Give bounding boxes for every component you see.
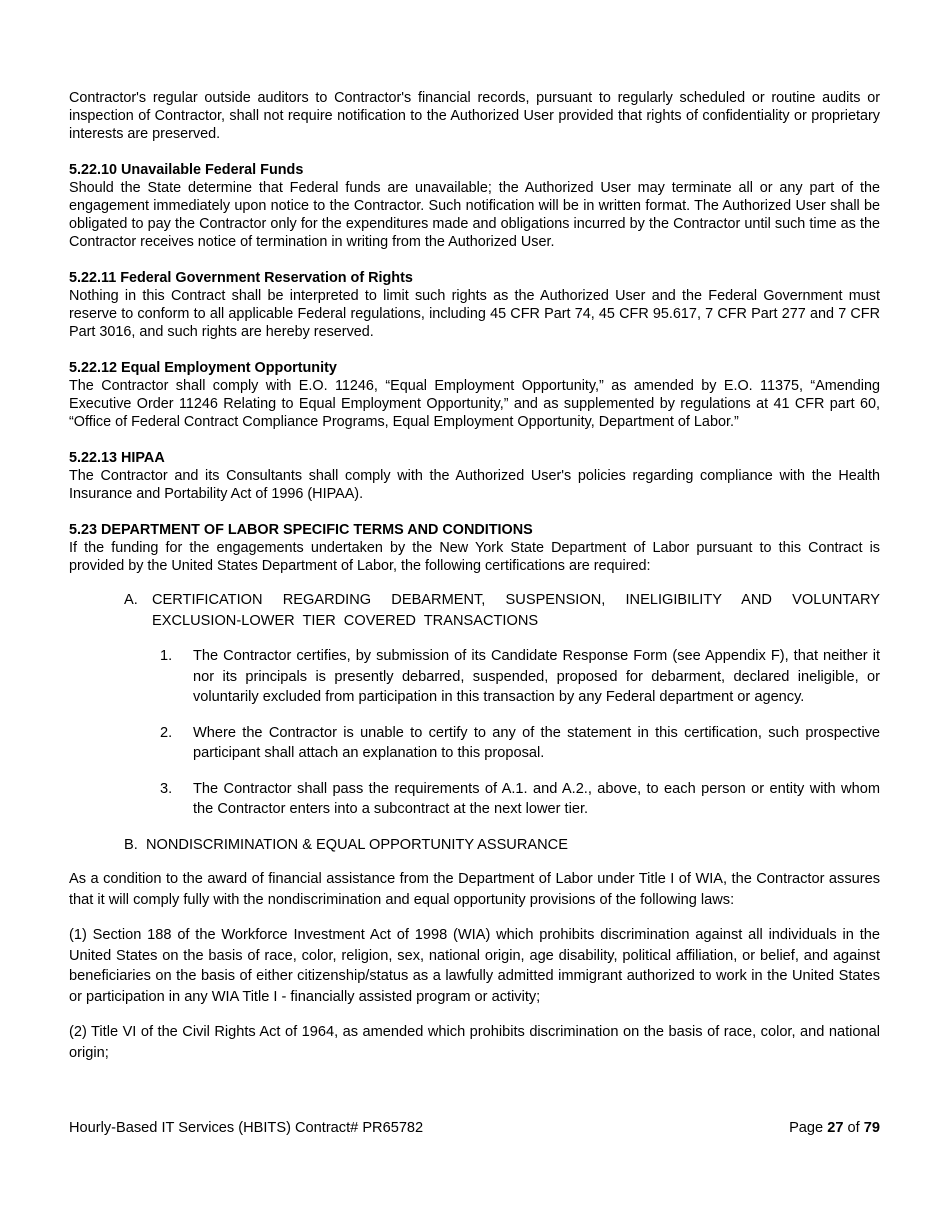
closing-paragraph: (2) Title VI of the Civil Rights Act of 1964, as amended which prohibits discrimination on the basis of race, color, and national origin;	[69, 1024, 880, 1061]
page-total: 79	[863, 1120, 880, 1136]
list-marker: 2.	[160, 724, 173, 741]
section-5-22-12	[69, 359, 880, 431]
page-number	[789, 1118, 880, 1138]
section-heading: 5.22.11 Federal Government Reservation of Rights	[69, 270, 413, 286]
list-item-text: The Contractor certifies, by submission of its Candidate Response Form (see Appendix F), that neither it nor its principals is presently debarred, suspended, proposed for debarment, declared ineligible, or voluntarily excluded from participation in this transaction by any Federal department or agency.	[193, 648, 880, 705]
page-label: Page	[789, 1120, 824, 1136]
section-5-22-10	[69, 161, 880, 251]
list-marker: B.	[124, 836, 138, 853]
closing-paragraph: (1) Section 188 of the Workforce Investment Act of 1998 (WIA) which prohibits discrimination against all individuals in the United States on the basis of race, color, religion, sex, national origin, age disability, political affiliation, or belief, and against beneficiaries on the basis of either citizenship/status as a lawfully admitted immigrant authorized to work in the United States or participation in any WIA Title I - financially assisted program or activity;	[69, 927, 880, 1005]
list-item-text: The Contractor shall pass the requirements of A.1. and A.2., above, to each person or entity with whom the Contractor enters into a subcontract at the next lower tier.	[193, 780, 880, 817]
certification-list	[69, 590, 880, 855]
section-body: The Contractor and its Consultants shall comply with the Authorized User's policies regarding compliance with the Health Insurance and Portability Act of 1996 (HIPAA).	[69, 468, 880, 502]
intro-paragraph: Contractor's regular outside auditors to Contractor's financial records, pursuant to regularly scheduled or routine audits or inspection of Contractor, shall not require notification to the Authorized User provided that rights of confidentiality or proprietary interests are preserved.	[69, 90, 880, 142]
page-current: 27	[827, 1120, 844, 1136]
list-item-text: CERTIFICATION REGARDING DEBARMENT, SUSPENSION, INELIGIBILITY AND VOLUNTARY EXCLUSION-LOWER TIER COVERED TRANSACTIONS	[152, 592, 880, 629]
list-item-b	[124, 835, 880, 856]
numbered-item-2	[160, 723, 880, 764]
list-item-text: NONDISCRIMINATION & EQUAL OPPORTUNITY ASSURANCE	[146, 836, 568, 853]
list-item-text: Where the Contractor is unable to certify to any of the statement in this certification, such prospective participant shall attach an explanation to this proposal.	[193, 724, 880, 761]
document-page	[69, 89, 880, 1063]
numbered-item-3	[160, 779, 880, 820]
section-heading: 5.22.13 HIPAA	[69, 450, 165, 466]
section-heading: 5.22.12 Equal Employment Opportunity	[69, 360, 337, 376]
section-body: The Contractor shall comply with E.O. 11246, “Equal Employment Opportunity,” as amended by E.O. 11375, “Amending Executive Order 11246 Relating to Equal Employment Opportunity,” and as supplemented by regulations at 41 CFR part 60, “Office of Federal Contract Compliance Programs, Equal Employment Opportunity, Department of Labor.”	[69, 378, 880, 430]
list-marker: A.	[124, 592, 138, 608]
list-marker: 3.	[160, 780, 173, 797]
footer-contract-title: Hourly-Based IT Services (HBITS) Contract# PR65782	[69, 1120, 424, 1136]
section-body: Nothing in this Contract shall be interpreted to limit such rights as the Authorized User and the Federal Government must reserve to conform to all applicable Federal regulations, including 45 CFR Part 74, 45 CFR 95.617, 7 CFR Part 277 and 7 CFR Part 3016, and such rights are hereby reserved.	[69, 288, 880, 340]
list-item-a	[124, 590, 880, 631]
section-heading: 5.23 DEPARTMENT OF LABOR SPECIFIC TERMS AND CONDITIONS	[69, 522, 533, 538]
section-5-23	[69, 521, 880, 575]
closing-paragraph: As a condition to the award of financial assistance from the Department of Labor under Title I of WIA, the Contractor assures that it will comply fully with the nondiscrimination and equal opportunity provisions of the following laws:	[69, 871, 880, 908]
section-5-22-11	[69, 269, 880, 341]
section-heading: 5.22.10 Unavailable Federal Funds	[69, 162, 304, 178]
intro-section	[69, 89, 880, 143]
numbered-item-1	[160, 646, 880, 708]
page-of: of	[847, 1120, 860, 1136]
section-body: Should the State determine that Federal funds are unavailable; the Authorized User may terminate all or any part of the engagement immediately upon notice to the Contractor. Such notification will be in written format. The Authorized User shall be obligated to pay the Contractor only for the expenditures made and obligations incurred by the Contractor until such time as the Contractor receives notice of termination in writing from the Authorized User.	[69, 180, 880, 250]
section-5-22-13	[69, 449, 880, 503]
section-body: If the funding for the engagements undertaken by the New York State Department of Labor pursuant to this Contract is provided by the United States Department of Labor, the following certifications are required:	[69, 540, 880, 574]
list-marker: 1.	[160, 648, 173, 664]
